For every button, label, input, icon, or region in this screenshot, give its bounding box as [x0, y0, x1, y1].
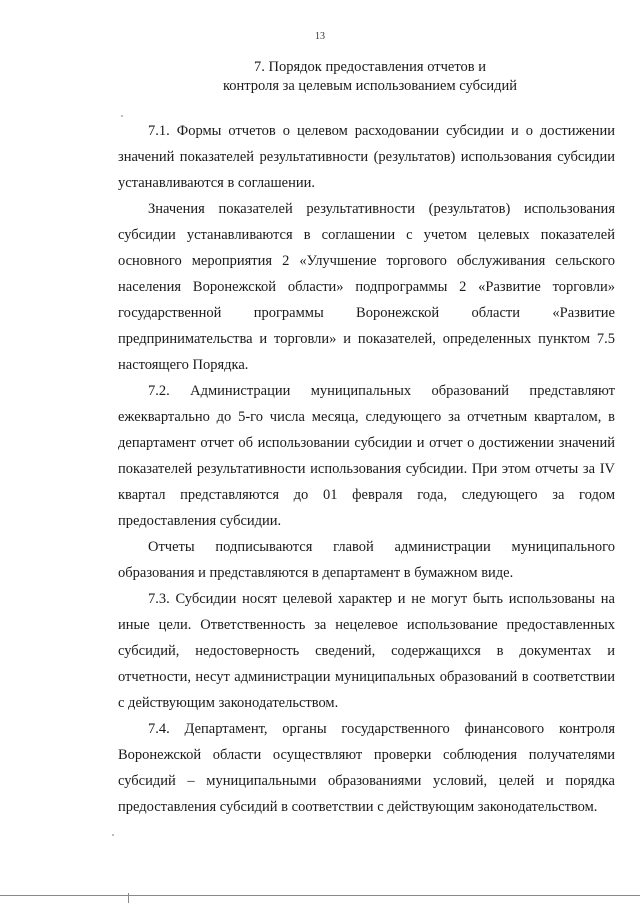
scan-speck	[121, 115, 123, 117]
paragraph-indicator-values: Значения показателей результативности (результатов) использования субсидии устанавливаются в соглашении с учетом целевых показателей основного мероприятия 2 «Улучшение торгового обслуживания сельского населения Воронежской области» подпрограммы 2 «Развитие торговли» государственной программы Воронежской области «Развитие предпринимательства и торговли» и показателей, определенных пунктом 7.5 настоящего Порядка.	[118, 201, 615, 373]
section-title	[160, 58, 580, 96]
paragraph-7-4: 7.4. Департамент, органы государственного финансового контроля Воронежской области осуществляют проверки соблюдения получателями субсидий – муниципальными образованиями условий, целей и порядка предоставления субсидий в соответствии с действующим законодательством.	[118, 721, 615, 815]
paragraph-7-3: 7.3. Субсидии носят целевой характер и не могут быть использованы на иные цели. Ответственность за нецелевое использование предоставленных субсидий, недостоверность сведений, содержащихся в документах и отчетности, несут администрации муниципальных образований в соответствии с действующим законодательством.	[118, 591, 615, 711]
document-body	[118, 118, 615, 820]
scan-bottom-tick	[128, 893, 129, 903]
paragraph-7-2: 7.2. Администрации муниципальных образований представляют ежеквартально до 5-го числа месяца, следующего за отчетным кварталом, в департамент отчет об использовании субсидии и отчет о достижении значений показателей результативности использования субсидии. При этом отчеты за IV квартал представляются до 01 февраля года, следующего за годом предоставления субсидии.	[118, 383, 615, 529]
scan-speck	[112, 834, 114, 836]
paragraph-7-1: 7.1. Формы отчетов о целевом расходовании субсидии и о достижении значений показателей результативности (результатов) использования субсидии устанавливаются в соглашении.	[118, 123, 615, 191]
scan-bottom-edge	[0, 895, 640, 896]
section-title-line-1: 7. Порядок предоставления отчетов и	[254, 59, 486, 75]
section-title-line-2: контроля за целевым использованием субсидий	[222, 78, 518, 94]
page-number: 13	[315, 31, 325, 42]
paragraph-reports-signing: Отчеты подписываются главой администрации муниципального образования и представляются в департамент в бумажном виде.	[118, 539, 615, 581]
